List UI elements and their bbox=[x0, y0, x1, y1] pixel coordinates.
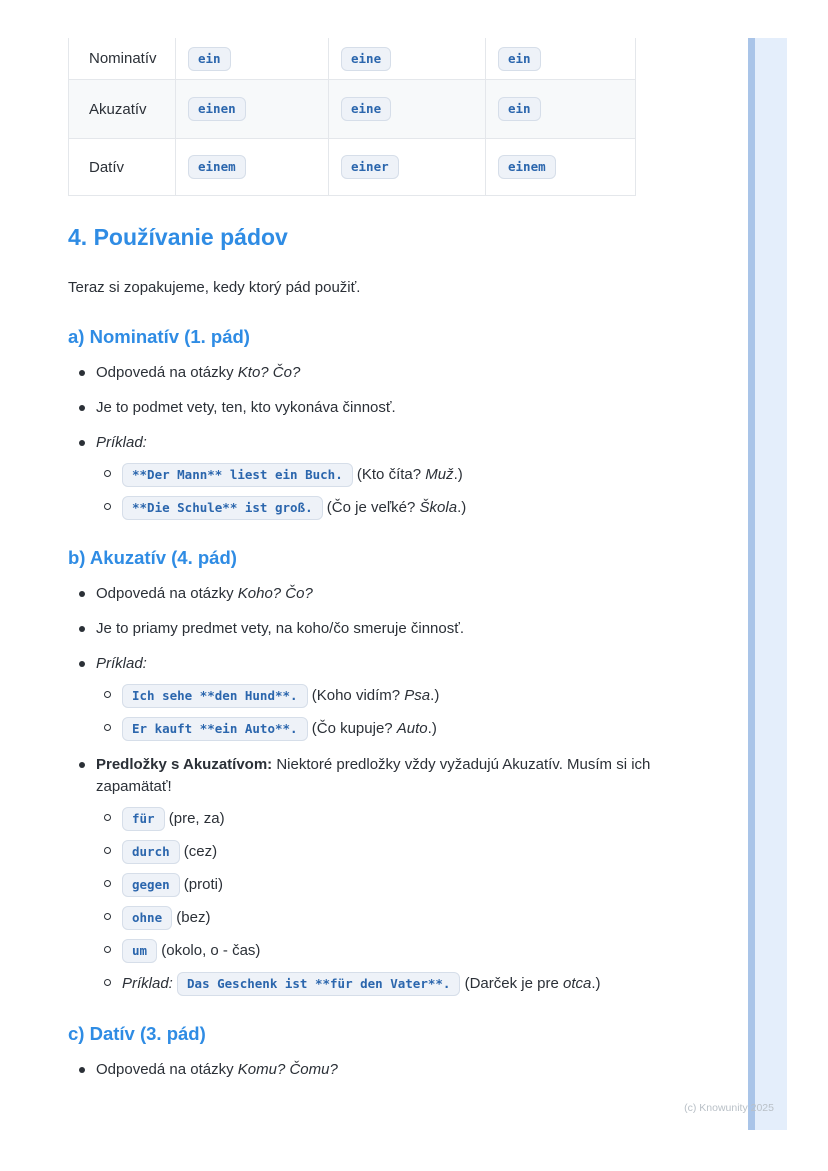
circle-bullet-icon bbox=[104, 503, 111, 510]
item-text-italic: Kto? Čo? bbox=[237, 364, 301, 381]
item-text-italic: otca bbox=[562, 975, 592, 992]
code-badge: durch bbox=[122, 840, 180, 864]
item-text: Je to podmet vety, ten, kto vykonáva činnosť. bbox=[96, 399, 396, 416]
circle-bullet-icon bbox=[104, 470, 111, 477]
item-text-italic: Príklad: bbox=[96, 655, 147, 672]
code-badge: eine bbox=[341, 97, 391, 121]
item-text-italic: Muž bbox=[425, 466, 454, 483]
list-item bbox=[68, 583, 716, 605]
code-badge: ein bbox=[188, 47, 231, 71]
bullet-icon bbox=[79, 762, 85, 768]
bullet-icon bbox=[79, 591, 85, 597]
code-badge: um bbox=[122, 939, 157, 963]
sub-list-item bbox=[68, 716, 716, 741]
circle-bullet-icon bbox=[104, 880, 111, 887]
item-text-italic: Škola bbox=[419, 499, 458, 516]
bullet-icon bbox=[79, 661, 85, 667]
table-row-dativ bbox=[69, 139, 636, 196]
code-badge: Ich sehe **den Hund**. bbox=[122, 684, 308, 708]
preposition-list bbox=[68, 806, 716, 996]
item-text: (okolo, o - čas) bbox=[157, 942, 261, 959]
item-text-italic: Komu? Čomu? bbox=[237, 1061, 338, 1078]
item-text: .) bbox=[427, 720, 437, 737]
item-text: (Čo kupuje? bbox=[307, 720, 397, 737]
code-badge: für bbox=[122, 807, 165, 831]
akuzativ-examples bbox=[68, 683, 716, 741]
circle-bullet-icon bbox=[104, 691, 111, 698]
item-text-italic: Príklad: bbox=[96, 434, 147, 451]
dativ-list bbox=[68, 1059, 716, 1081]
item-text: Odpovedá na otázky bbox=[96, 585, 238, 602]
row-label: Datív bbox=[69, 139, 176, 196]
circle-bullet-icon bbox=[104, 946, 111, 953]
code-badge: einem bbox=[188, 155, 246, 179]
code-badge: ein bbox=[498, 47, 541, 71]
subsection-title-dativ: c) Datív (3. pád) bbox=[68, 1023, 206, 1044]
item-text: .) bbox=[453, 466, 463, 483]
sub-list-item bbox=[68, 938, 716, 963]
item-text: (Čo je veľké? bbox=[322, 499, 420, 516]
item-text-bold: Predložky s Akuzatívom: bbox=[96, 756, 273, 773]
copyright-footer: (c) Knowunity 2025 bbox=[684, 1102, 774, 1114]
sub-list-item bbox=[68, 839, 716, 864]
sub-list-item bbox=[68, 971, 716, 996]
bullet-icon bbox=[79, 370, 85, 376]
item-text: (pre, za) bbox=[164, 810, 225, 827]
code-badge: ein bbox=[498, 97, 541, 121]
intro-paragraph: Teraz si zopakujeme, kedy ktorý pád použiť. bbox=[68, 279, 361, 296]
subsection-title-akuzativ: b) Akuzatív (4. pád) bbox=[68, 547, 237, 568]
item-text: (bez) bbox=[172, 909, 211, 926]
item-text: (cez) bbox=[179, 843, 218, 860]
nominativ-examples bbox=[68, 462, 716, 520]
akuzativ-list bbox=[68, 583, 716, 996]
item-text-italic: Psa bbox=[404, 687, 431, 704]
circle-bullet-icon bbox=[104, 979, 111, 986]
sub-list-item bbox=[68, 462, 716, 487]
sub-list-item bbox=[68, 905, 716, 930]
code-badge: einer bbox=[341, 155, 399, 179]
sub-list-item bbox=[68, 495, 716, 520]
sub-list-item bbox=[68, 683, 716, 708]
item-text: (proti) bbox=[179, 876, 223, 893]
item-text: Odpovedá na otázky bbox=[96, 1061, 238, 1078]
document-content bbox=[68, 0, 716, 1081]
item-text: (Koho vidím? bbox=[307, 687, 405, 704]
circle-bullet-icon bbox=[104, 814, 111, 821]
item-text: Je to priamy predmet vety, na koho/čo smeruje činnosť. bbox=[96, 620, 465, 637]
section-title: 4. Používanie pádov bbox=[68, 224, 288, 250]
item-text: (Kto číta? bbox=[352, 466, 426, 483]
item-text-italic: Koho? Čo? bbox=[237, 585, 313, 602]
item-text: Odpovedá na otázky bbox=[96, 364, 238, 381]
code-badge: eine bbox=[341, 47, 391, 71]
list-item bbox=[68, 653, 716, 675]
code-badge: einen bbox=[188, 97, 246, 121]
row-label: Nominatív bbox=[69, 38, 176, 80]
list-item bbox=[68, 432, 716, 454]
sub-list-item bbox=[68, 806, 716, 831]
code-badge: ohne bbox=[122, 906, 172, 930]
list-item-prepositions bbox=[68, 754, 716, 798]
list-item bbox=[68, 1059, 716, 1081]
list-item bbox=[68, 618, 716, 640]
declension-table bbox=[68, 38, 636, 196]
row-label: Akuzatív bbox=[69, 80, 176, 139]
code-badge: einem bbox=[498, 155, 556, 179]
code-badge: gegen bbox=[122, 873, 180, 897]
list-item bbox=[68, 397, 716, 419]
circle-bullet-icon bbox=[104, 913, 111, 920]
item-text: .) bbox=[457, 499, 467, 516]
code-badge: Er kauft **ein Auto**. bbox=[122, 717, 308, 741]
code-badge: Das Geschenk ist **für den Vater**. bbox=[177, 972, 460, 996]
nominativ-list bbox=[68, 362, 716, 520]
code-badge: **Der Mann** liest ein Buch. bbox=[122, 463, 353, 487]
item-text-italic: Príklad: bbox=[122, 975, 178, 992]
subsection-title-nominativ: a) Nominatív (1. pád) bbox=[68, 326, 250, 347]
item-text: (Darček je pre bbox=[460, 975, 563, 992]
code-badge: **Die Schule** ist groß. bbox=[122, 496, 323, 520]
item-text: Niektoré predložky vždy vyžadujú Akuzatív. Musím si ich zapamätať! bbox=[96, 756, 651, 795]
circle-bullet-icon bbox=[104, 724, 111, 731]
item-text: .) bbox=[430, 687, 440, 704]
bullet-icon bbox=[79, 405, 85, 411]
bullet-icon bbox=[79, 1067, 85, 1073]
item-text: .) bbox=[591, 975, 601, 992]
sub-list-item bbox=[68, 872, 716, 897]
list-item bbox=[68, 362, 716, 384]
page-edge-accent-line bbox=[748, 38, 755, 1130]
circle-bullet-icon bbox=[104, 847, 111, 854]
bullet-icon bbox=[79, 440, 85, 446]
item-text-italic: Auto bbox=[396, 720, 428, 737]
table-row-nominativ bbox=[69, 38, 636, 80]
table-row-akuzativ bbox=[69, 80, 636, 139]
page-edge-accent-fill bbox=[755, 38, 787, 1130]
bullet-icon bbox=[79, 626, 85, 632]
